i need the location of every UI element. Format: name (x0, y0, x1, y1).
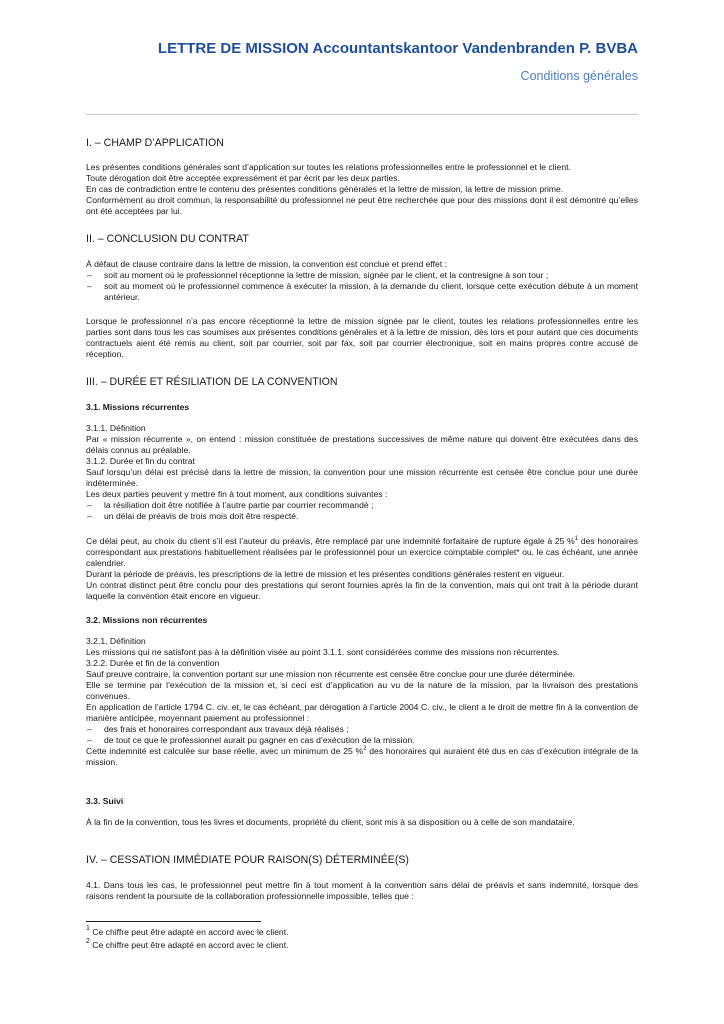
subsection-heading: 3.2. Missions non récurrentes (86, 615, 208, 625)
subsection-3-3-text (86, 817, 638, 828)
paragraph: Un contrat distinct peut être conclu pour des prestations qui seront fournies après la fin de la convention, mais qui ont trait à la période durant laquelle la convention était encore en vigueur. (86, 580, 638, 601)
list-dash: – (87, 500, 92, 510)
list-item-text: soit au moment où le professionnel commence à exécuter la mission, à la demande du client, lorsque cette exécution débute à un moment antérieur. (104, 281, 638, 302)
list-item-text: des frais et honoraires correspondant aux travaux déjà réalisés ; (104, 724, 349, 734)
list-item (86, 724, 638, 735)
list-item (86, 511, 638, 522)
footnote (86, 940, 288, 950)
list-item (86, 500, 638, 511)
paragraph: Conformément au droit commun, la responsabilité du professionnel ne peut être recherchée que pour des missions dont il est démontré qu’elles ont été acceptées par lui. (86, 195, 638, 216)
list-item (86, 281, 638, 303)
list-item-text: un délai de préavis de trois mois doit être respecté. (104, 511, 299, 521)
section-heading-1: I. – CHAMP D’APPLICATION (86, 137, 224, 149)
section-heading-2: II. – CONCLUSION DU CONTRAT (86, 233, 249, 245)
list-item-text: la résiliation doit être notifiée à l’autre partie par courrier recommandé ; (104, 500, 374, 510)
section-2-paragraph (86, 316, 638, 360)
list-dash: – (87, 270, 92, 280)
paragraph: En cas de contradiction entre le contenu des présentes conditions générales et la lettre de mission, la lettre de mission prime. (86, 184, 564, 194)
list-dash: – (87, 735, 92, 745)
section-4-text (86, 880, 638, 902)
footnote-text: Ce chiffre peut être adapté en accord avec le client. (92, 927, 289, 937)
section-2-text (86, 259, 638, 303)
paragraph: Elle se termine par l’exécution de la mission et, si ceci est d’application au vu de la nature de la mission, par la livraison des prestations convenues. (86, 680, 638, 701)
text-run: des honoraires qui auraient été dus en cas d’exécution intégrale de la mission. (86, 746, 638, 767)
text-run: Cette indemnité est calculée sur base réelle, avec un minimum de 25 % (86, 746, 364, 756)
text-run: Ce délai peut, au choix du client s’il est l’auteur du préavis, être remplacé par une indemnité forfaitaire de rupture égale à 25 % (86, 536, 575, 546)
footnote-number: 1 (86, 925, 90, 933)
paragraph: Durant la période de préavis, les prescriptions de la lettre de mission et les présentes conditions générales restent en vigueur. (86, 569, 565, 579)
paragraph: À défaut de clause contraire dans la lettre de mission, la convention est conclue et prend effet : (86, 259, 447, 269)
subsection-3-2-text (86, 636, 638, 768)
list-item (86, 735, 638, 746)
footnote-text: Ce chiffre peut être adapté en accord avec le client. (92, 940, 289, 950)
footnote-ref: 1 (574, 536, 579, 543)
paragraph (86, 536, 638, 569)
footnote-number: 2 (86, 938, 90, 946)
paragraph (86, 746, 638, 768)
list-item (86, 270, 638, 281)
list-dash: – (87, 511, 92, 521)
list-dash: – (87, 724, 92, 734)
paragraph: Par « mission récurrente », on entend : mission constituée de prestations successives de même nature qui doivent être exécutées dans des délais connus au préalable. (86, 434, 638, 455)
text-run: des honoraires correspondant aux prestations habituellement réalisées par le professionnel pour un exercice comptable complet* ou, le cas échéant, une année calendrier. (86, 536, 638, 568)
list-item-text: soit au moment où le professionnel réceptionne la lettre de mission, signée par le client, et la contresigne à son tour ; (104, 270, 549, 280)
section-1-text (86, 162, 638, 217)
paragraph: Les présentes conditions générales sont d’application sur toutes les relations professionnelles entre le professionnel et le client. (86, 162, 571, 172)
paragraph: Les missions qui ne satisfont pas à la définition visée au point 3.1.1. sont considérées comme des missions non récurrentes. (86, 647, 560, 657)
subsection-heading: 3.1. Missions récurrentes (86, 402, 190, 412)
paragraph: Sauf preuve contraire, la convention portant sur une mission non récurrente est censée être conclue pour une durée déterminée. (86, 669, 576, 679)
list-dash: – (87, 281, 92, 291)
subsection-3-1-text (86, 423, 638, 522)
section-heading-4: IV. – CESSATION IMMÉDIATE POUR RAISON(S) DÉTERMINÉE(S) (86, 854, 409, 866)
subsection-heading: 3.3. Suivi (86, 796, 124, 806)
paragraph: Sauf lorsqu’un délai est précisé dans la lettre de mission, la convention pour une mission récurrente est censée être conclue pour une durée indéterminée. (86, 467, 638, 488)
paragraph: Toute dérogation doit être acceptée expressément et par écrit par les deux parties. (86, 173, 400, 183)
paragraph: 3.2.2. Durée et fin de la convention (86, 658, 220, 668)
paragraph: 3.2.1. Définition (86, 636, 146, 646)
footnote (86, 927, 288, 937)
paragraph: À la fin de la convention, tous les livres et documents, propriété du client, sont mis à sa disposition ou à celle de son mandataire. (86, 817, 575, 827)
paragraph: 4.1. Dans tous les cas, le professionnel peut mettre fin à tout moment à la convention sans délai de préavis et sans indemnité, lorsque des raisons rendent la poursuite de la collaboration professionnelle impossible, telles que : (86, 880, 638, 901)
paragraph: 3.1.1. Définition (86, 423, 146, 433)
section-heading-3: III. – DURÉE ET RÉSILIATION DE LA CONVENTION (86, 376, 338, 388)
subsection-3-1-notice (86, 536, 638, 602)
paragraph: Lorsque le professionnel n’a pas encore réceptionné la lettre de mission signée par le client, toutes les relations professionnelles entre les parties sont dans tous les cas soumises aux présentes conditions générales et à la lettre de mission, dès lors et pour autant que ces documents contractuels aient été remis au client, soit par courrier, soit par fax, soit par courrier électronique, soit en mains propres contre accusé de réception. (86, 316, 638, 359)
footnote-separator (86, 921, 261, 922)
paragraph: En application de l’article 1794 C. civ. et, le cas échéant, par dérogation à l’article 2004 C. civ., le client a le droit de mettre fin à la convention de manière anticipée, moyennant paiement au professionnel : (86, 702, 638, 723)
header-divider (86, 114, 638, 115)
document-subtitle: Conditions générales (520, 69, 638, 83)
paragraph: Les deux parties peuvent y mettre fin à tout moment, aux conditions suivantes : (86, 489, 388, 499)
paragraph: 3.1.2. Durée et fin du contrat (86, 456, 195, 466)
footnote-ref: 2 (363, 746, 367, 753)
list-item-text: de tout ce que le professionnel aurait pu gagner en cas d’exécution de la mission. (104, 735, 415, 745)
document-title: LETTRE DE MISSION Accountantskantoor Vandenbranden P. BVBA (157, 40, 638, 57)
